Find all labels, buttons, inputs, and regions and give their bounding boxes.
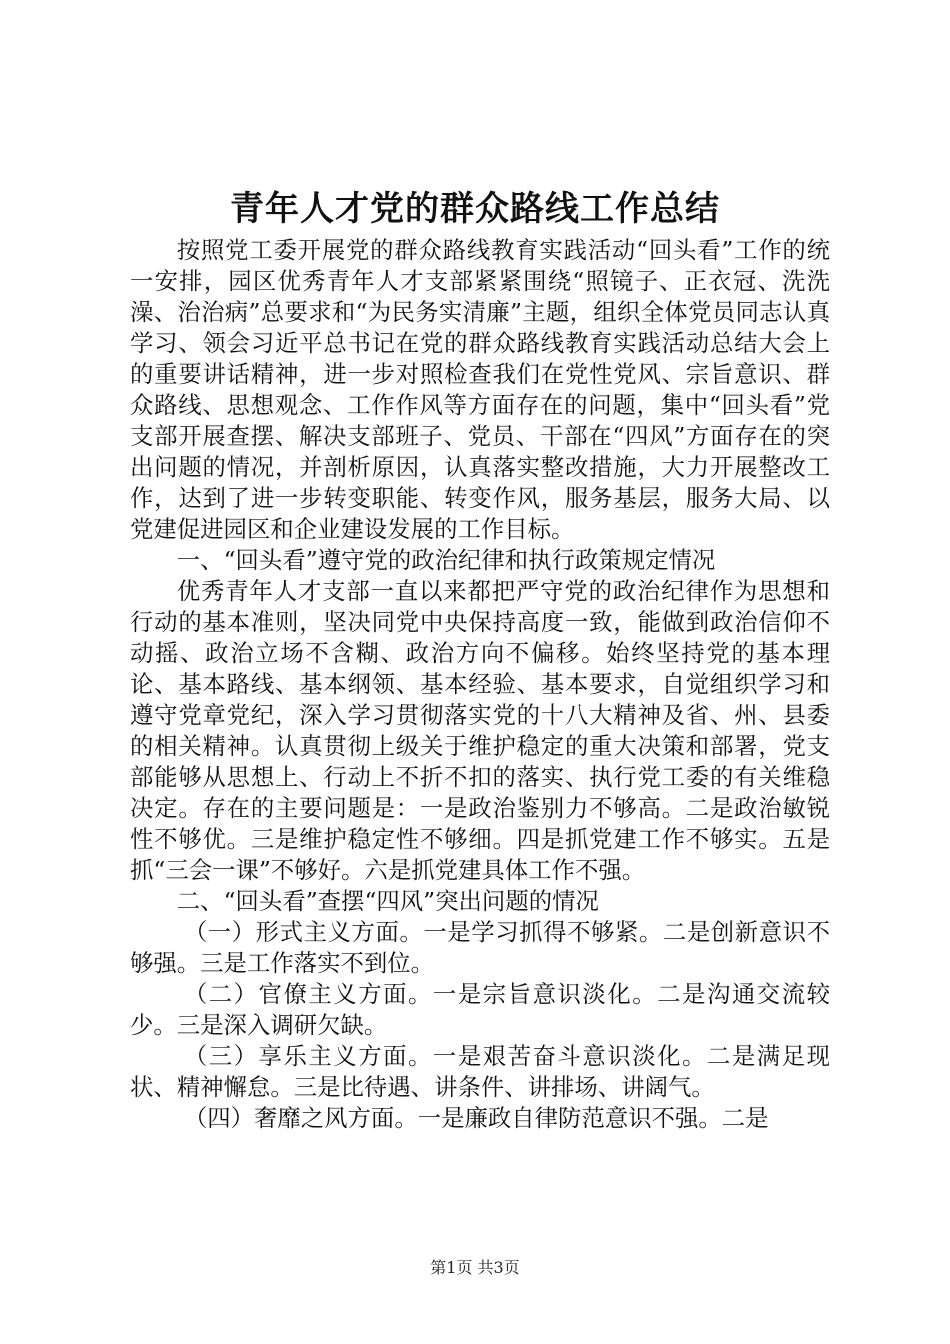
- page-footer: 第1页 共3页: [430, 1258, 520, 1277]
- section-2-item-4: （四）奢靡之风方面。一是廉政自律防范意识不强。二是: [183, 1104, 769, 1132]
- section-1-heading: 一、“回头看”遵守党的政治纪律和执行政策规定情况: [176, 546, 716, 574]
- section-2-item-2: （二）官僚主义方面。一是宗旨意识淡化。二是沟通交流较少。三是深入调研欠缺。: [130, 980, 830, 1039]
- document-title: 青年人才党的群众路线工作总结: [230, 189, 720, 229]
- section-2-item-3: （三）享乐主义方面。一是艰苦奋斗意识淡化。二是满足现状、精神懈怠。三是比待遇、讲条件、讲排场、讲阔气。: [130, 1042, 830, 1101]
- document-body: [130, 235, 830, 1134]
- section-2-heading: 二、“回头看”查摆“四风”突出问题的情况: [176, 887, 599, 915]
- section-1-paragraph: 优秀青年人才支部一直以来都把严守党的政治纪律作为思想和行动的基本准则，坚决同党中央保持高度一致，能做到政治信仰不动摇、政治立场不含糊、政治方向不偏移。始终坚持党的基本理论、基本路线、基本纲领、基本经验、基本要求，自觉组织学习和遵守党章党纪，深入学习贯彻落实党的十八大精神及省、州、县委的相关精神。认真贯彻上级关于维护稳定的重大决策和部署，党支部能够从思想上、行动上不折不扣的落实、执行党工委的有关维稳决定。存在的主要问题是：一是政治鉴别力不够高。二是政治敏锐性不够优。三是维护稳定性不够细。四是抓党建工作不够实。五是抓“三会一课”不够好。六是抓党建具体工作不强。: [130, 577, 830, 884]
- intro-paragraph: 按照党工委开展党的群众路线教育实践活动“回头看”工作的统一安排，园区优秀青年人才支部紧紧围绕“照镜子、正衣冠、洗洗澡、治治病”总要求和“为民务实清廉”主题，组织全体党员同志认真学习、领会习近平总书记在党的群众路线教育实践活动总结大会上的重要讲话精神，进一步对照检查我们在党性党风、宗旨意识、群众路线、思想观念、工作作风等方面存在的问题，集中“回头看”党支部开展查摆、解决支部班子、党员、干部在“四风”方面存在的突出问题的情况，并剖析原因，认真落实整改措施，大力开展整改工作，达到了进一步转变职能、转变作风，服务基层，服务大局、以党建促进园区和企业建设发展的工作目标。: [130, 236, 830, 543]
- section-2-item-1: （一）形式主义方面。一是学习抓得不够紧。二是创新意识不够强。三是工作落实不到位。: [130, 918, 830, 977]
